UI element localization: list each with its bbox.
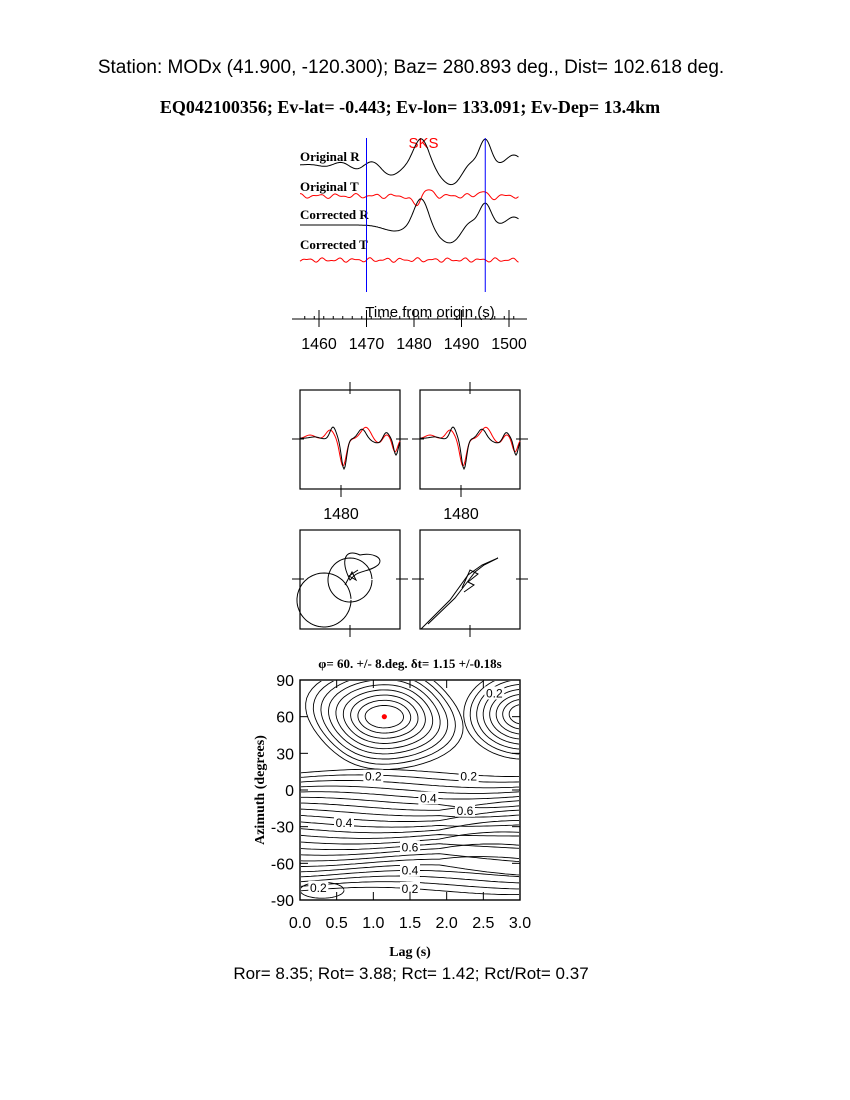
ratio-summary: Ror= 8.35; Rot= 3.88; Rct= 1.42; Rct/Rot= 0.37 — [233, 964, 589, 983]
time-tick-label: 1500 — [491, 336, 527, 353]
time-axis-label: Time from origin (s) — [365, 304, 495, 321]
x-tick-label: 0.5 — [325, 915, 348, 932]
best-fit-marker — [382, 714, 387, 719]
y-tick-label: 30 — [276, 746, 294, 764]
y-tick-label: 0 — [285, 783, 294, 800]
pm-before-loop — [297, 573, 351, 627]
contour-label: 0.4 — [419, 791, 437, 806]
phase-label: SKS — [408, 135, 439, 152]
y-axis-label: Azimuth (degrees) — [253, 735, 268, 845]
particle-motion-right — [412, 530, 528, 637]
x-tick-label: 2.5 — [472, 915, 495, 932]
time-tick-label: 1460 — [301, 336, 337, 353]
x-tick-label: 1.0 — [362, 915, 385, 932]
y-tick-label: -30 — [270, 819, 294, 837]
contour-labels — [308, 686, 504, 896]
energy-contour-panel — [253, 656, 584, 960]
y-tick-label: -60 — [270, 856, 294, 874]
trace-label-corrected-r: Corrected R — [300, 207, 369, 222]
contour-label: 0.4 — [401, 863, 419, 878]
contour-label: 0.2 — [309, 880, 327, 895]
waveform-fit-right — [412, 382, 528, 497]
contour-label: 0.2 — [364, 769, 382, 784]
y-tick-label: 90 — [276, 673, 294, 690]
fit-trace-fast — [300, 427, 400, 469]
pm-after-trace — [421, 558, 498, 629]
time-tick-label: 1480 — [396, 336, 432, 353]
contour-label: 0.2 — [485, 686, 503, 701]
contour-lines — [300, 664, 584, 898]
station-header: Station: MODx (41.900, -120.300); Baz= 280.893 deg., Dist= 102.618 deg. — [97, 57, 725, 78]
y-tick-label: -90 — [270, 893, 294, 910]
contour-title: φ= 60. +/- 8.deg. δt= 1.15 +/-0.18s — [318, 656, 502, 671]
fit-right-tick-label: 1480 — [443, 506, 479, 523]
fit-trace-fast — [420, 427, 520, 469]
contour-label: 0.6 — [401, 840, 419, 855]
x-tick-label: 0.0 — [288, 915, 312, 932]
seismogram-panel — [292, 135, 527, 353]
x-axis-label: Lag (s) — [389, 945, 431, 960]
event-header: EQ042100356; Ev-lat= -0.443; Ev-lon= 133.091; Ev-Dep= 13.4km — [159, 97, 661, 117]
contour-label: 0.2 — [401, 882, 419, 896]
time-tick-label: 1470 — [348, 336, 385, 353]
fit-left-tick-label: 1480 — [323, 506, 359, 523]
particle-motion-left — [292, 530, 408, 637]
contour-label: 0.6 — [456, 803, 474, 818]
x-tick-label: 3.0 — [508, 915, 532, 932]
trace-label-corrected-t: Corrected T — [300, 237, 368, 252]
trace-label-original-r: Original R — [300, 149, 360, 164]
contour-label: 0.4 — [335, 816, 353, 830]
trace-label-original-t: Original T — [300, 179, 359, 194]
waveform-fit-left — [292, 382, 408, 497]
time-tick-label: 1490 — [443, 336, 480, 353]
y-tick-label: 60 — [276, 709, 294, 727]
contour-label: 0.2 — [460, 769, 478, 784]
x-tick-label: 2.0 — [435, 915, 458, 932]
x-tick-label: 1.5 — [398, 915, 422, 932]
